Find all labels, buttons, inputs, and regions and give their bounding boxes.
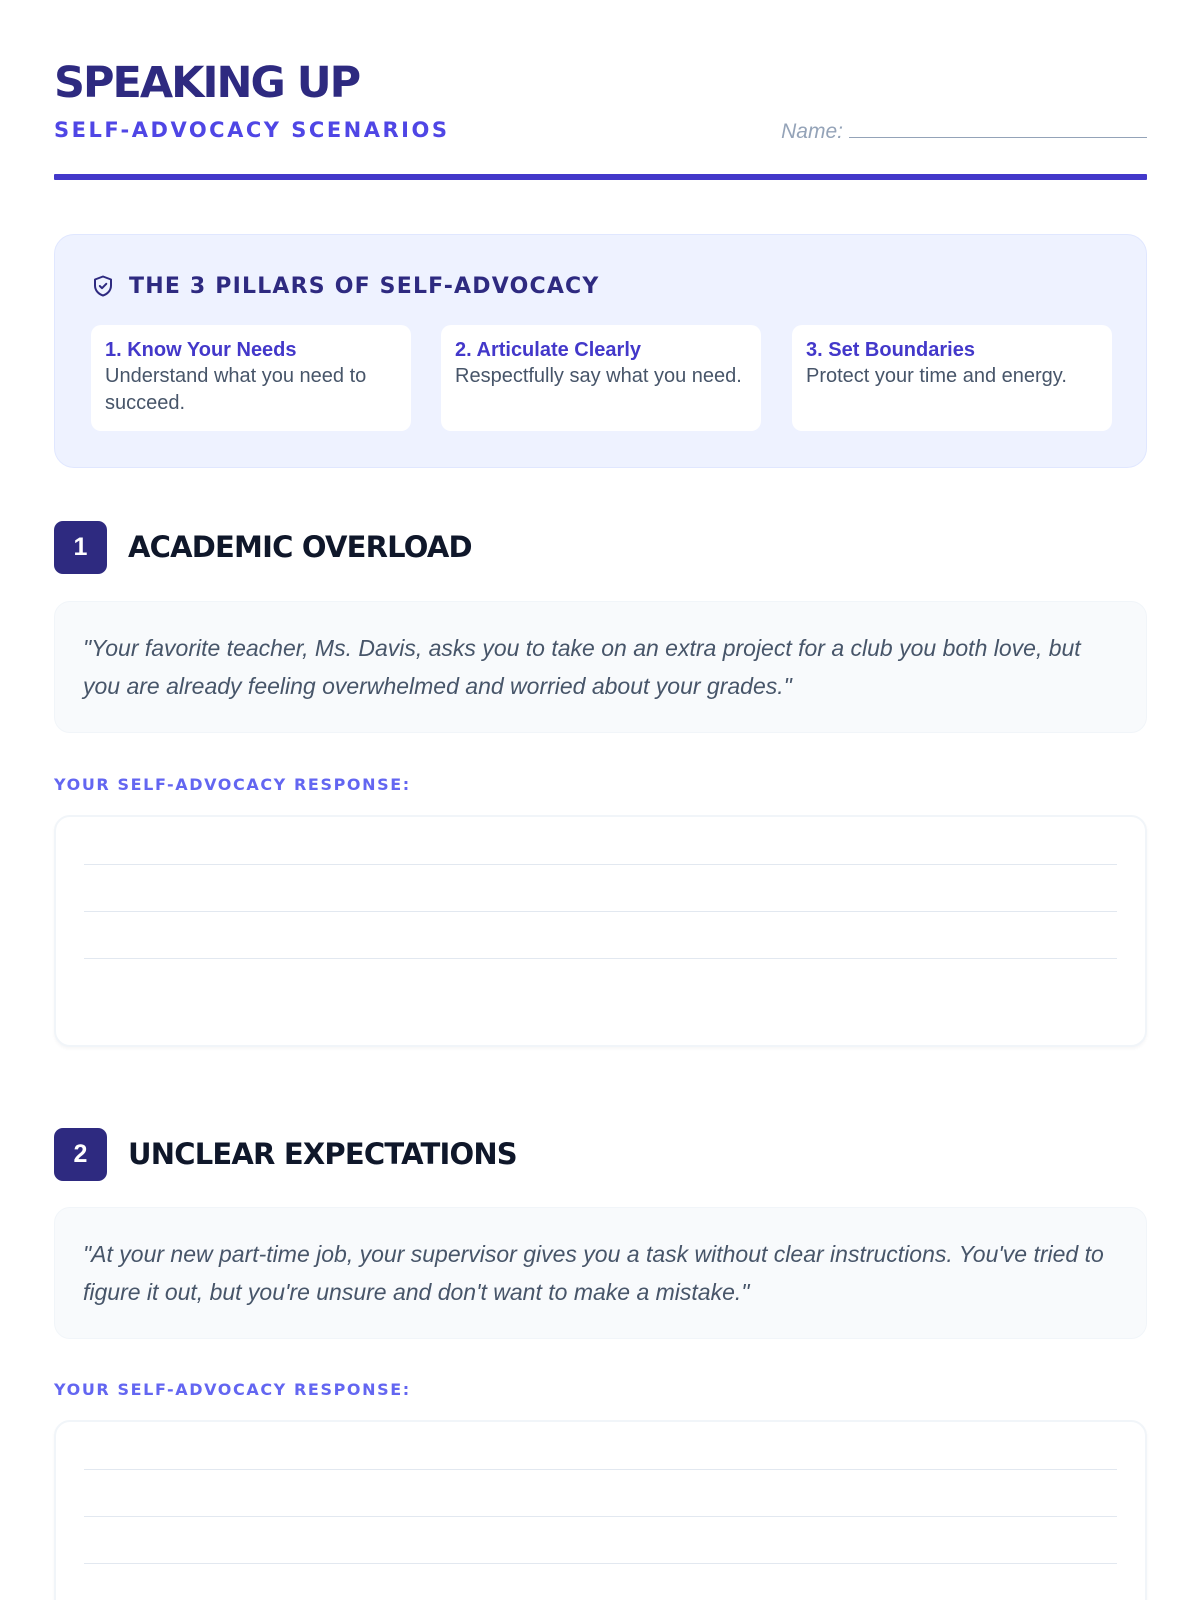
pillars-heading (91, 271, 600, 301)
shield-check-icon (91, 274, 115, 298)
scenario-number-badge: 2 (54, 1128, 107, 1181)
page-title: SPEAKING UP (54, 58, 360, 108)
pillar-title: 3. Set Boundaries (806, 339, 975, 361)
page-subtitle: SELF-ADVOCACY SCENARIOS (54, 118, 450, 142)
pillars-title: THE 3 PILLARS OF SELF-ADVOCACY (129, 273, 600, 299)
scenario-heading (54, 520, 472, 574)
worksheet-header (54, 56, 1147, 180)
response-writing-area[interactable] (54, 1420, 1147, 1600)
scenario-title: UNCLEAR EXPECTATIONS (128, 1137, 517, 1171)
scenario-quote: "At your new part-time job, your supervisor gives you a task without clear instructions. You've tried to figure it out, but you're unsure and don't want to make a mistake." (83, 1241, 1104, 1305)
pillars-panel (54, 234, 1147, 468)
writing-line (84, 864, 1117, 865)
response-writing-area[interactable] (54, 815, 1147, 1047)
pillar-description: Understand what you need to succeed. (105, 365, 367, 414)
writing-line (84, 1469, 1117, 1470)
pillar-title: 2. Articulate Clearly (455, 339, 642, 361)
name-label: Name: (781, 120, 843, 143)
name-blank-line[interactable] (849, 118, 1147, 138)
scenario-quote: "Your favorite teacher, Ms. Davis, asks you to take on an extra project for a club you both love, but you are already feeling overwhelmed and worried about your grades." (83, 635, 1081, 699)
writing-line (84, 1563, 1117, 1564)
scenario-quote-box (54, 601, 1147, 733)
scenario-title: ACADEMIC OVERLOAD (128, 530, 472, 564)
response-label: YOUR SELF-ADVOCACY RESPONSE: (54, 1380, 411, 1399)
scenario-heading (54, 1127, 517, 1181)
header-divider (54, 174, 1147, 180)
pillar-card-boundaries (792, 325, 1112, 431)
writing-line (84, 911, 1117, 912)
pillar-card-know-needs (91, 325, 411, 431)
pillar-description: Protect your time and energy. (806, 365, 1067, 387)
writing-line (84, 1516, 1117, 1517)
pillar-description: Respectfully say what you need. (455, 365, 742, 387)
scenario-quote-box (54, 1207, 1147, 1339)
name-field[interactable] (781, 118, 1147, 146)
writing-line (84, 958, 1117, 959)
pillar-title: 1. Know Your Needs (105, 339, 297, 361)
response-label: YOUR SELF-ADVOCACY RESPONSE: (54, 775, 411, 794)
pillar-card-articulate (441, 325, 761, 431)
scenario-number-badge: 1 (54, 521, 107, 574)
